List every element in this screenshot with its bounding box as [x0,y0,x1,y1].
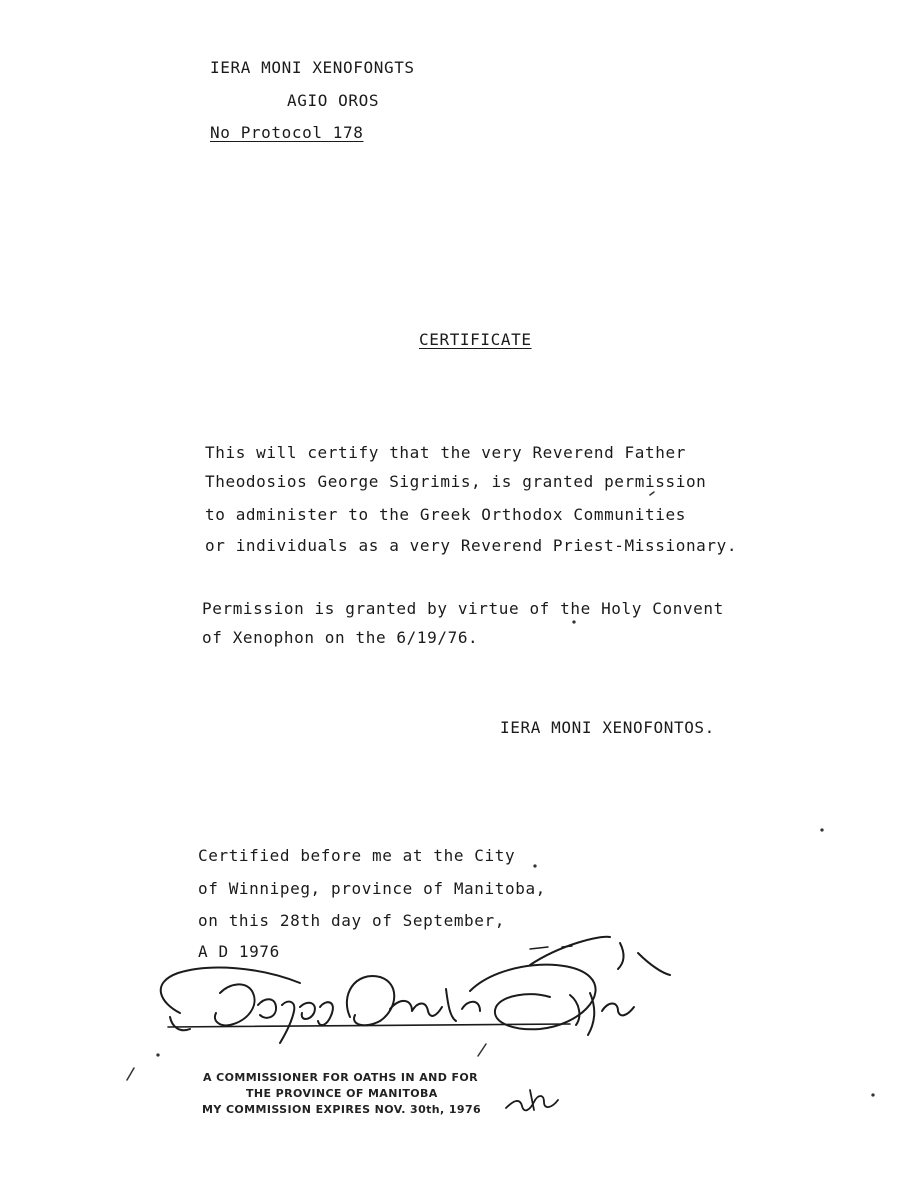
commissioner-stamp-line: THE PROVINCE OF MANITOBA [246,1087,438,1100]
body-line: This will certify that the very Reverend Father [205,443,686,462]
body-line: or individuals as a very Reverend Priest-Missionary. [205,536,738,555]
monastery-name: IERA MONI XENOFONGTS [210,58,415,77]
body-line: Permission is granted by virtue of the Holy Convent [202,599,724,618]
body-line: Theodosios George Sigrimis, is granted permission [205,472,707,491]
certificate-title: CERTIFICATE [419,330,532,349]
location: AGIO OROS [287,91,380,110]
protocol-number: No Protocol 178 [210,123,364,142]
certification-line: A D 1976 [198,942,280,961]
commissioner-stamp-line: A COMMISSIONER FOR OATHS IN AND FOR [203,1071,479,1084]
commissioner-stamp-line: MY COMMISSION EXPIRES NOV. 30th, 1976 [202,1103,482,1116]
initials-scribble-icon [500,1080,570,1120]
certification-line: on this 28th day of September, [198,911,505,930]
certification-line: of Winnipeg, province of Manitoba, [198,879,546,898]
certification-line: Certified before me at the City [198,846,516,865]
body-line: of Xenophon on the 6/19/76. [202,628,479,647]
issuer-signature-block: IERA MONI XENOFONTOS. [500,718,715,737]
handwritten-signature-icon [150,925,690,1055]
body-line: to administer to the Greek Orthodox Communities [205,505,686,524]
